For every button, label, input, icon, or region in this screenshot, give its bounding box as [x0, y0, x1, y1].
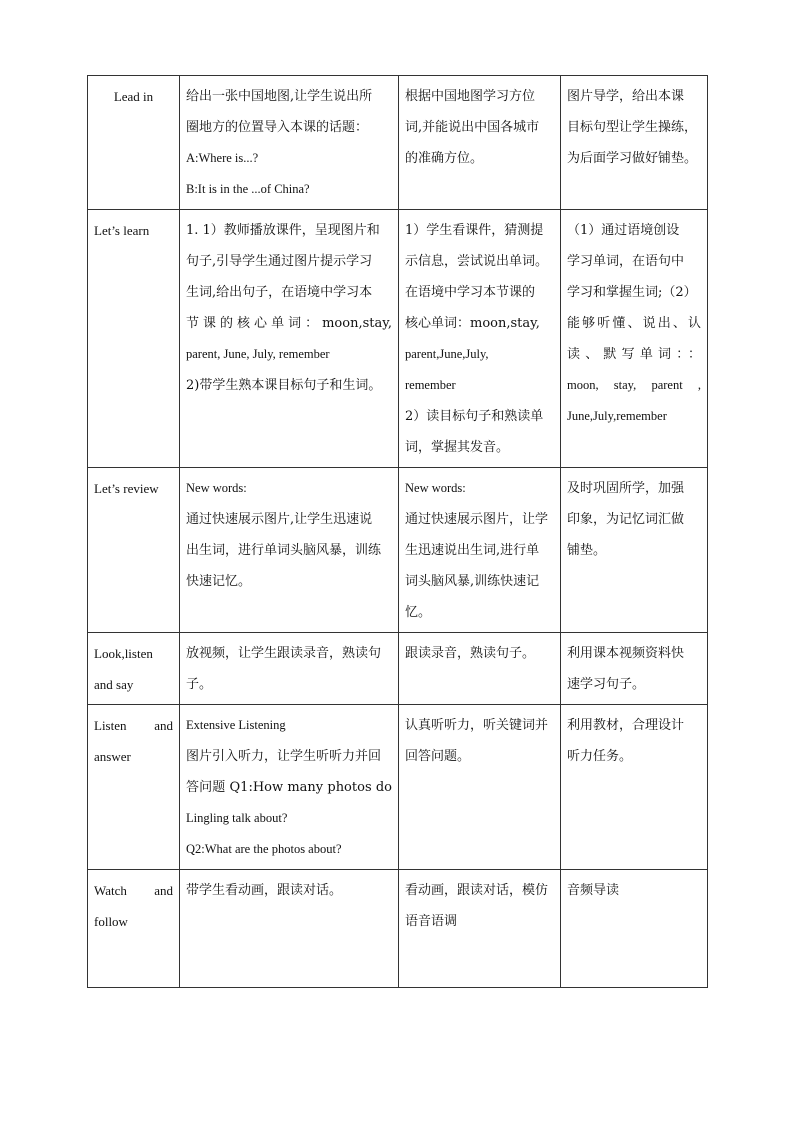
stage-text: Listen and [94, 718, 173, 733]
student-activity-line: 的准确方位。 [405, 151, 484, 166]
teacher-activity-line: 快速记忆。 [186, 574, 252, 589]
purpose-line: 利用教材，合理设计 [567, 718, 685, 733]
purpose-line: June,July,remember [567, 409, 667, 423]
student-activity-line: 核心单词：moon,stay, [405, 316, 540, 331]
purpose-cell [561, 870, 708, 988]
teacher-activity-line: Q2:What are the photos about? [186, 842, 342, 856]
purpose-line: 读、默写单词：： [567, 347, 701, 362]
teacher-activity-line: 出生词，进行单词头脑风暴，训练 [186, 543, 382, 558]
stage-text: and say [94, 677, 134, 692]
purpose-line: 图片导学，给出本课 [567, 89, 685, 104]
student-activity-line: 忆。 [405, 605, 432, 620]
student-activity-line: parent,June,July, [405, 347, 489, 361]
stage-text: Let’s learn [94, 223, 150, 238]
student-activity-cell [399, 468, 561, 633]
purpose-line: 印象，为记忆词汇做 [567, 512, 685, 527]
student-activity-line: 2）读目标句子和熟读单 [405, 409, 544, 424]
teacher-activity-line: B:It is in the ...of China? [186, 182, 310, 196]
teacher-activity-line: 2)带学生熟本课目标句子和生词。 [186, 378, 382, 393]
student-activity-line: 词头脑风暴,训练快速记 [405, 574, 540, 589]
teacher-activity-line: 节课的核心单词：moon,stay, [186, 316, 392, 331]
table-row [88, 633, 708, 705]
purpose-cell [561, 468, 708, 633]
teacher-activity-line: 答问题 Q1:How many photos do [186, 780, 392, 795]
teacher-activity-line: Lingling talk about? [186, 811, 288, 825]
student-activity-line: 语音语调 [405, 914, 458, 929]
purpose-line: 速学习句子。 [567, 677, 646, 692]
teacher-activity-cell [180, 76, 399, 210]
purpose-line: 目标句型让学生操练， [567, 120, 698, 135]
teacher-activity-line: 通过快速展示图片,让学生迅速说 [186, 512, 373, 527]
teacher-activity-cell [180, 633, 399, 705]
stage-text: follow [94, 914, 128, 929]
stage-text: Watch and [94, 883, 173, 898]
student-activity-line: 认真听听力，听关键词并 [405, 718, 549, 733]
teacher-activity-cell [180, 870, 399, 988]
purpose-line: 能够听懂、说出、认 [567, 316, 701, 331]
purpose-cell [561, 705, 708, 870]
stage-text: answer [94, 749, 131, 764]
stage-text: Lead in [113, 89, 154, 104]
teacher-activity-line: 生词,给出句子，在语境中学习本 [186, 285, 373, 300]
student-activity-cell [399, 210, 561, 468]
purpose-line: 利用课本视频资料快 [567, 646, 685, 661]
teacher-activity-line: 带学生看动画，跟读对话。 [186, 883, 343, 898]
student-activity-line: 词，掌握其发音。 [405, 440, 510, 455]
stage-cell [88, 76, 180, 210]
teacher-activity-line: 图片引入听力，让学生听听力并回 [186, 749, 382, 764]
teacher-activity-cell [180, 705, 399, 870]
table-row [88, 76, 708, 210]
teacher-activity-line: 给出一张中国地图,让学生说出所 [186, 89, 373, 104]
stage-cell [88, 468, 180, 633]
student-activity-line: 通过快速展示图片，让学 [405, 512, 549, 527]
table-row [88, 705, 708, 870]
student-activity-line: New words: [405, 481, 466, 495]
student-activity-line: 1）学生看课件，猜测提 [405, 223, 544, 238]
teacher-activity-line: 1. 1）教师播放课件，呈现图片和 [186, 223, 380, 238]
student-activity-cell [399, 76, 561, 210]
table-row [88, 468, 708, 633]
student-activity-line: 在语境中学习本节课的 [405, 285, 536, 300]
teacher-activity-line: 子。 [186, 677, 213, 692]
teacher-activity-line: Extensive Listening [186, 718, 286, 732]
teacher-activity-line: New words: [186, 481, 247, 495]
student-activity-line: 根据中国地图学习方位 [405, 89, 536, 104]
student-activity-line: 生迅速说出生词,进行单 [405, 543, 540, 558]
purpose-line: 为后面学习做好铺垫。 [567, 151, 698, 166]
purpose-line: （1）通过语境创设 [567, 223, 680, 238]
stage-cell [88, 705, 180, 870]
purpose-line: 学习和掌握生词;（2） [567, 285, 697, 300]
purpose-line: 音频导读 [567, 883, 620, 898]
student-activity-line: 看动画，跟读对话，模仿 [405, 883, 549, 898]
student-activity-line: 词,并能说出中国各城市 [405, 120, 540, 135]
student-activity-cell [399, 633, 561, 705]
teacher-activity-cell [180, 210, 399, 468]
purpose-line: 及时巩固所学，加强 [567, 481, 685, 496]
teacher-activity-line: A:Where is...? [186, 151, 259, 165]
stage-cell [88, 870, 180, 988]
purpose-cell [561, 210, 708, 468]
teacher-activity-line: 句子,引导学生通过图片提示学习 [186, 254, 373, 269]
teacher-activity-line: 放视频，让学生跟读录音，熟读句 [186, 646, 382, 661]
stage-text: Look,listen [94, 646, 153, 661]
table-row [88, 870, 708, 988]
purpose-line: 听力任务。 [567, 749, 633, 764]
student-activity-cell [399, 705, 561, 870]
teacher-activity-line: 圈地方的位置导入本课的话题： [186, 120, 369, 135]
purpose-line: 铺垫。 [567, 543, 607, 558]
teacher-activity-cell [180, 468, 399, 633]
purpose-cell [561, 76, 708, 210]
stage-cell [88, 210, 180, 468]
lesson-plan-table [87, 75, 708, 988]
purpose-cell [561, 633, 708, 705]
teacher-activity-line: parent, June, July, remember [186, 347, 330, 361]
student-activity-line: 示信息，尝试说出单词。 [405, 254, 549, 269]
student-activity-cell [399, 870, 561, 988]
stage-cell [88, 633, 180, 705]
purpose-line: 学习单词，在语句中 [567, 254, 685, 269]
student-activity-line: 回答问题。 [405, 749, 471, 764]
student-activity-line: remember [405, 378, 456, 392]
student-activity-line: 跟读录音，熟读句子。 [405, 646, 536, 661]
stage-text: Let’s review [94, 481, 159, 496]
table-row [88, 210, 708, 468]
purpose-line: moon, stay, parent , [567, 378, 701, 392]
